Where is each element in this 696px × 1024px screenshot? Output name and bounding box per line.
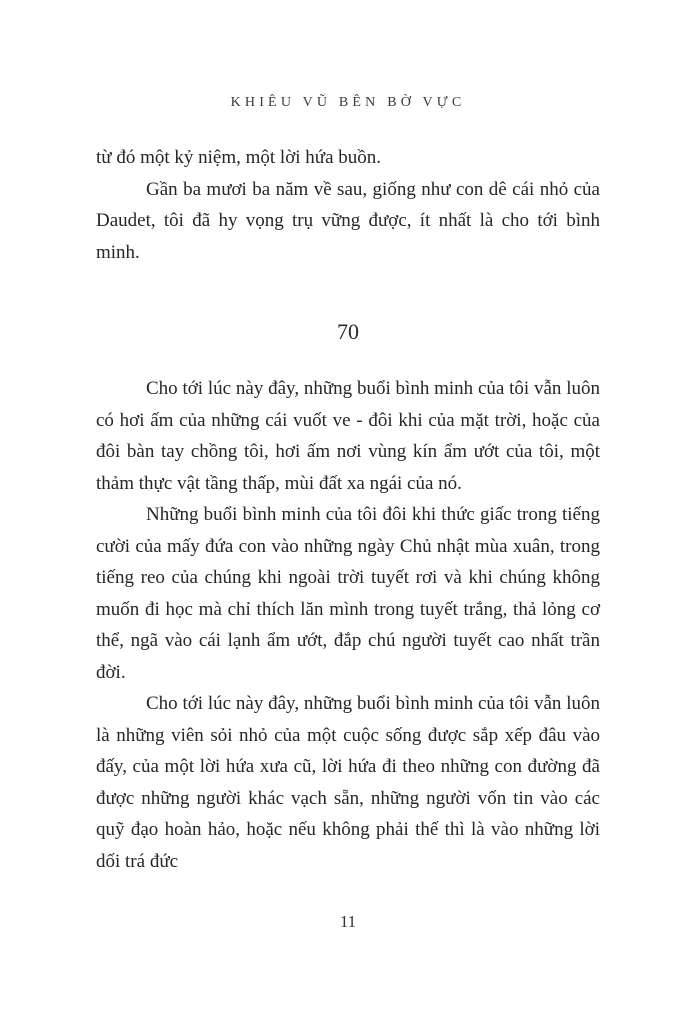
paragraph: Gần ba mươi ba năm về sau, giống như con dê cái nhỏ của Daudet, tôi đã hy vọng trụ vững được, ít nhất là cho tới bình minh. xyxy=(96,178,600,263)
continuation-text xyxy=(96,142,600,268)
page-number: 11 xyxy=(339,912,357,931)
chapter-body xyxy=(96,373,600,877)
running-header-title: KHIÊU VŨ BÊN BỜ VỰC xyxy=(230,95,466,110)
chapter-number: 70 xyxy=(337,319,359,344)
paragraph: từ đó một kỷ niệm, một lời hứa buồn. xyxy=(96,147,382,168)
paragraph: Những buổi bình minh của tôi đôi khi thức giấc trong tiếng cười của mấy đứa con vào những ngày Chủ nhật mùa xuân, trong tiếng reo của chúng khi ngoài trời tuyết rơi và khi chúng không muốn đi học mà chỉ thích lăn mình trong tuyết trắng, thả lỏng cơ thể, ngã vào cái lạnh ẩm ướt, đắp chú người tuyết cao nhất trần đời. xyxy=(96,504,600,683)
paragraph: Cho tới lúc này đây, những buổi bình minh của tôi vẫn luôn là những viên sỏi nhỏ của một cuộc sống được sắp xếp đâu vào đấy, của một lời hứa xưa cũ, lời hứa đi theo những con đường đã được những người khác vạch sẵn, những người vốn tin vào các quỹ đạo hoàn hảo, hoặc nếu không phải thế thì là vào những lời dối trá đức xyxy=(96,693,600,872)
paragraph: Cho tới lúc này đây, những buổi bình minh của tôi vẫn luôn có hơi ấm của những cái vuốt ve - đôi khi của mặt trời, hoặc của đôi bàn tay chồng tôi, hơi ấm nơi vùng kín ẩm ướt của tôi, một thảm thực vật tầng thấp, mùi đất xa ngái của nó. xyxy=(96,378,600,494)
